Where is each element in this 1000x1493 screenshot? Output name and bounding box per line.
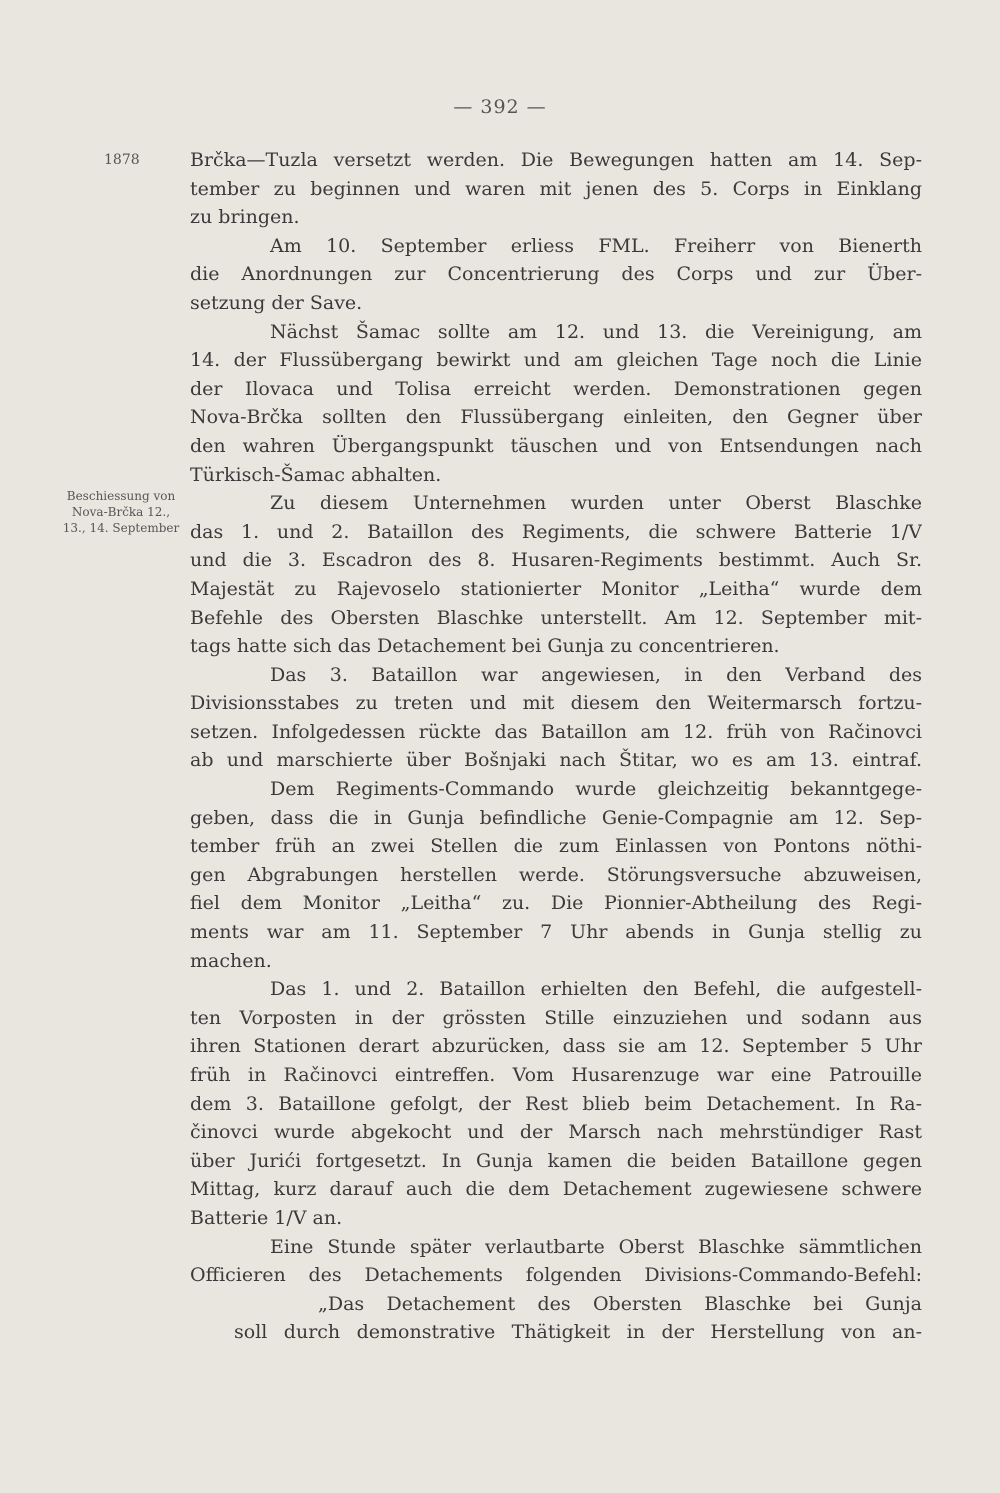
text-line: dem 3. Bataillone gefolgt, der Rest blieb beim Detachement. In Ra- — [190, 1092, 922, 1115]
margin-note — [54, 488, 188, 536]
text-line: Nova-Brčka sollten den Flussübergang einleiten, den Gegner über — [190, 406, 922, 429]
margin-year: 1878 — [104, 152, 140, 168]
text-line: Am 10. September erliess FML. Freiherr von Bienerth — [270, 234, 922, 257]
text-line: das 1. und 2. Bataillon des Regiments, die schwere Batterie 1/V — [190, 520, 922, 543]
text-line: und die 3. Escadron des 8. Husaren-Regiments bestimmt. Auch Sr. — [190, 549, 922, 572]
text-line: Officieren des Detachements folgenden Divisions-Commando-Befehl: — [190, 1264, 922, 1287]
text-line: der Ilovaca und Tolisa erreicht werden. Demonstrationen gegen — [190, 377, 922, 400]
text-line: machen. — [190, 949, 272, 972]
text-line: gen Abgrabungen herstellen werde. Störungsversuche abzuweisen, — [190, 863, 922, 886]
text-line: Befehle des Obersten Blaschke unterstellt. Am 12. September mit- — [190, 606, 922, 629]
text-line: „Das Detachement des Obersten Blaschke bei Gunja — [318, 1292, 922, 1315]
text-line: tember zu beginnen und waren mit jenen des 5. Corps in Einklang — [190, 177, 922, 200]
text-line: činovci wurde abgekocht und der Marsch nach mehrstündiger Rast — [190, 1121, 922, 1144]
text-line: Divisionsstabes zu treten und mit diesem den Weitermarsch fortzu- — [190, 692, 922, 715]
text-line: Nächst Šamac sollte am 12. und 13. die Vereinigung, am — [270, 320, 922, 343]
text-line: ihren Stationen derart abzurücken, dass sie am 12. September 5 Uhr — [190, 1035, 922, 1058]
text-line: Dem Regiments-Commando wurde gleichzeitig bekanntgege- — [270, 778, 922, 801]
text-line: Das 3. Bataillon war angewiesen, in den Verband des — [270, 663, 922, 686]
text-line: 14. der Flussübergang bewirkt und am gleichen Tage noch die Linie — [190, 349, 922, 372]
margin-note-line: Nova-Brčka 12., — [71, 505, 171, 519]
text-line: Brčka—Tuzla versetzt werden. Die Bewegungen hatten am 14. Sep- — [190, 149, 922, 171]
text-line: geben, dass die in Gunja befindliche Genie-Compagnie am 12. Sep- — [190, 806, 922, 829]
text-line: ab und marschierte über Bošnjaki nach Štitar, wo es am 13. eintraf. — [190, 749, 922, 772]
text-line: fiel dem Monitor „Leitha“ zu. Die Pionnier-Abtheilung des Regi- — [190, 892, 922, 915]
text-line: früh in Račinovci eintreffen. Vom Husarenzuge war eine Patrouille — [190, 1064, 922, 1086]
text-line: ten Vorposten in der grössten Stille einzuziehen und sodann aus — [190, 1006, 922, 1029]
text-line: zu bringen. — [190, 206, 300, 229]
text-line: tags hatte sich das Detachement bei Gunja zu concentrieren. — [190, 635, 780, 658]
text-line: Mittag, kurz darauf auch die dem Detachement zugewiesene schwere — [190, 1178, 922, 1201]
text-line: ments war am 11. September 7 Uhr abends in Gunja stellig zu — [190, 921, 922, 944]
text-line: Majestät zu Rajevoselo stationierter Monitor „Leitha“ wurde dem — [190, 577, 922, 600]
text-line: Batterie 1/V an. — [190, 1206, 343, 1229]
text-line: tember früh an zwei Stellen die zum Einlassen von Pontons nöthi- — [190, 835, 922, 858]
text-line: die Anordnungen zur Concentrierung des Corps und zur Über- — [190, 263, 922, 286]
text-line: Türkisch-Šamac abhalten. — [190, 463, 442, 486]
text-line: setzung der Save. — [190, 291, 363, 314]
text-line: den wahren Übergangspunkt täuschen und von Entsendungen nach — [190, 434, 922, 457]
margin-note-line: 13., 14. September — [62, 521, 180, 535]
margin-note-line: Beschiessung von — [66, 489, 176, 503]
text-line: über Jurići fortgesetzt. In Gunja kamen die beiden Bataillone gegen — [190, 1149, 922, 1172]
text-line: Das 1. und 2. Bataillon erhielten den Befehl, die aufgestell- — [270, 978, 922, 1001]
body-text — [190, 146, 922, 1347]
text-line: soll durch demonstrative Thätigkeit in der Herstellung von an- — [234, 1321, 922, 1344]
text-line: Eine Stunde später verlautbarte Oberst Blaschke sämmtlichen — [270, 1235, 922, 1258]
page-number: — 392 — — [453, 96, 547, 118]
text-line: Zu diesem Unternehmen wurden unter Oberst Blaschke — [270, 492, 922, 515]
text-line: setzen. Infolgedessen rückte das Bataillon am 12. früh von Račinovci — [190, 720, 922, 743]
